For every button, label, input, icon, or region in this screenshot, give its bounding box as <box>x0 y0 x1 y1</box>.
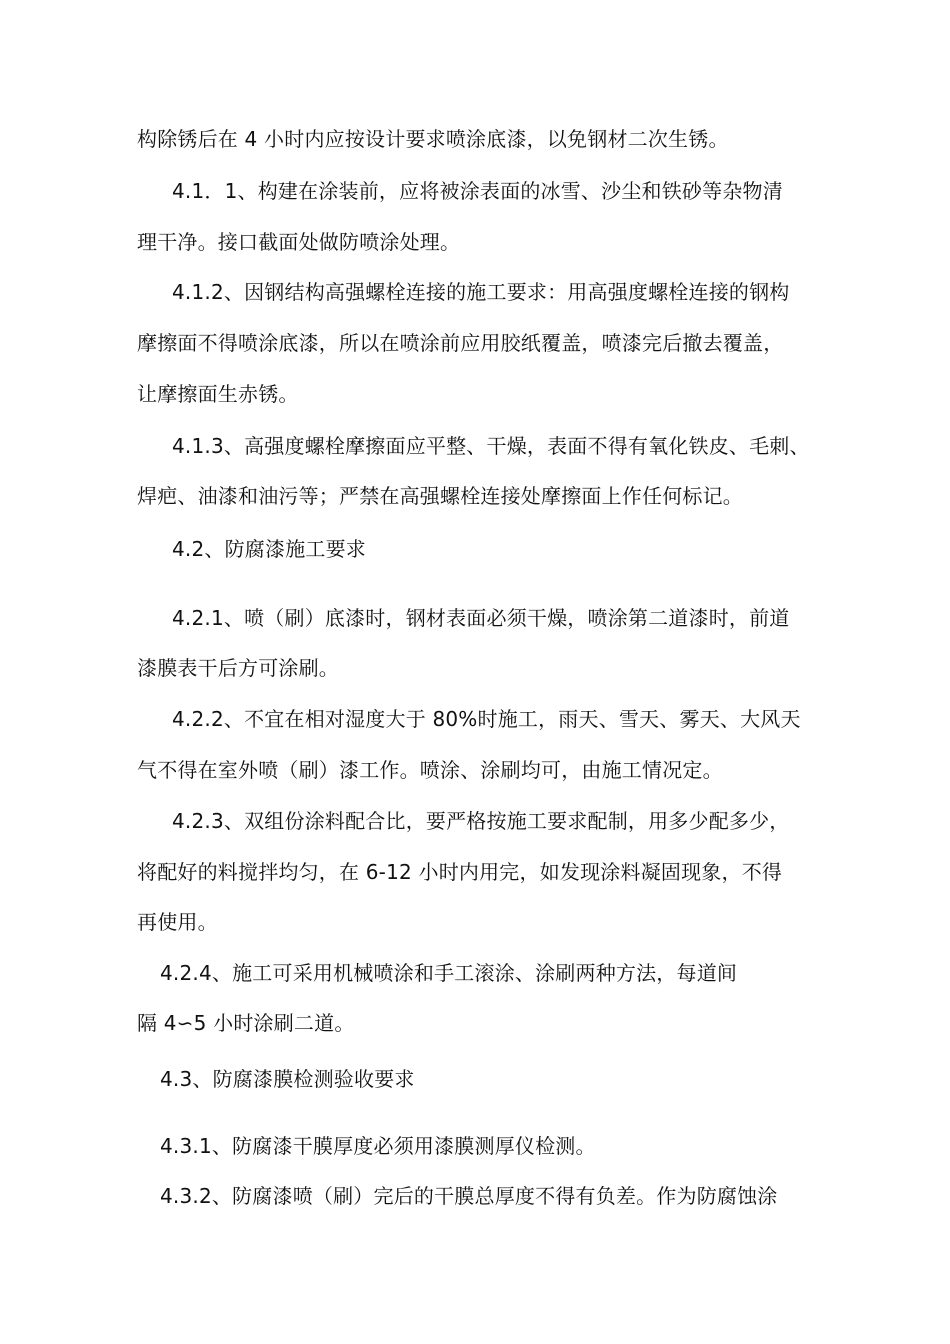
text-line: 气不得在室外喷（刷）漆工作。喷涂、涂刷均可，由施工情况定。 <box>137 758 723 782</box>
text-line: 理干净。接口截面处做防喷涂处理。 <box>137 230 461 254</box>
text-line: 4.3.1、防腐漆干膜厚度必须用漆膜测厚仪检测。 <box>160 1134 596 1158</box>
text-line: 4.2.3、双组份涂料配合比，要严格按施工要求配制，用多少配多少， <box>172 809 790 833</box>
section-heading: 4.3、防腐漆膜检测验收要求 <box>160 1067 415 1091</box>
text-line: 漆膜表干后方可涂刷。 <box>137 656 339 680</box>
text-line: 4.1．1、构建在涂装前，应将被涂表面的冰雪、沙尘和铁砂等杂物清 <box>172 179 783 203</box>
text-line: 4.3.2、防腐漆喷（刷）完后的干膜总厚度不得有负差。作为防腐蚀涂 <box>160 1184 778 1208</box>
text-line: 让摩擦面生赤锈。 <box>137 382 299 406</box>
text-line: 摩擦面不得喷涂底漆，所以在喷涂前应用胶纸覆盖，喷漆完后撤去覆盖， <box>137 331 784 355</box>
text-line: 再使用。 <box>137 910 218 934</box>
text-line: 4.1.2、因钢结构高强螺栓连接的施工要求：用高强度螺栓连接的钢构 <box>172 280 790 304</box>
text-line: 焊疤、油漆和油污等；严禁在高强螺栓连接处摩擦面上作任何标记。 <box>137 484 743 508</box>
text-line: 4.2.1、喷（刷）底漆时，钢材表面必须干燥，喷涂第二道漆时，前道 <box>172 606 790 630</box>
text-line: 构除锈后在 4 小时内应按设计要求喷涂底漆，以免钢材二次生锈。 <box>137 127 729 151</box>
text-line: 隔 4∽5 小时涂刷二道。 <box>137 1011 355 1035</box>
text-line: 4.2.4、施工可采用机械喷涂和手工滚涂、涂刷两种方法，每道间 <box>160 961 738 985</box>
section-heading: 4.2、防腐漆施工要求 <box>172 537 367 561</box>
text-line: 4.1.3、高强度螺栓摩擦面应平整、干燥，表面不得有氧化铁皮、毛刺、 <box>172 434 810 458</box>
text-line: 4.2.2、不宜在相对湿度大于 80%时施工，雨天、雪天、雾天、大风天 <box>172 707 801 731</box>
text-line: 将配好的料搅拌均匀，在 6-12 小时内用完，如发现涂料凝固现象，不得 <box>137 860 783 884</box>
